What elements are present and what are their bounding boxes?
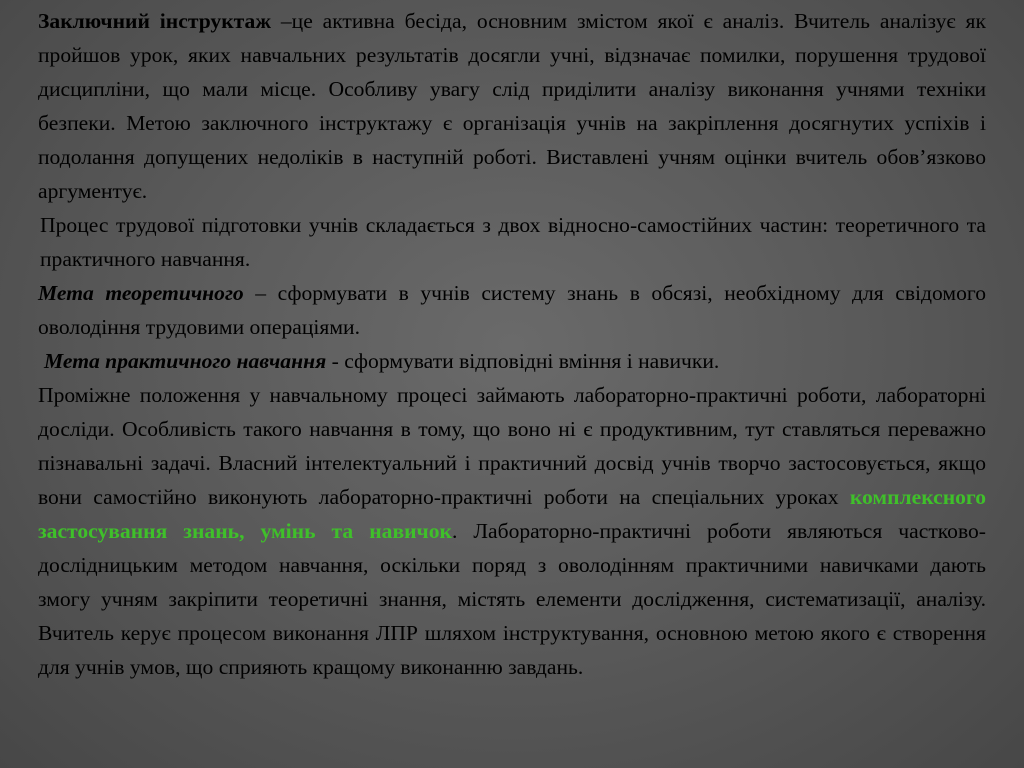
practice-goal-text: - сформувати відповідні вміння і навички. (326, 349, 720, 373)
paragraph-practice-goal (38, 344, 986, 378)
paragraph-final-instruction (38, 4, 986, 208)
lab-work-highlight: комплексного застосування знань, умінь та навичок (38, 485, 986, 543)
slide-content (38, 4, 986, 684)
term-final-instruction: Заключний інструктаж (38, 9, 271, 33)
paragraph-lab-work (38, 378, 986, 684)
lab-work-text-after: . Лабораторно-практичні роботи являються частково-дослідницьким методом навчання, оскільки поряд з оволодінням практичними навичками дають змогу учням закріпити теоретичні знання, містять елементи дослідження, систематизації, аналізу. Вчитель керує процесом виконання ЛПР шляхом інструктування, основною метою якого є створення для учнів умов, що сприяють кращому виконанню завдань. (38, 519, 986, 679)
paragraph-training-process (38, 208, 986, 276)
training-process-text: Процес трудової підготовки учнів складається з двох відносно-самостійних частин: теоретичного та практичного навчання. (40, 213, 986, 271)
term-practice-goal: Мета практичного навчання (44, 349, 327, 373)
theory-goal-text: – сформувати в учнів систему знань в обсязі, необхідному для свідомого оволодіння трудовими операціями. (38, 281, 986, 339)
final-instruction-text: –це активна бесіда, основним змістом якої є аналіз. Вчитель аналізує як пройшов урок, яких навчальних результатів досягли учні, відзначає помилки, порушення трудової дисципліни, що мали місце. Особливу увагу слід приділити аналізу виконання учнями техніки безпеки. Метою заключного інструктажу є організація учнів на закріплення досягнутих успіхів і подолання допущених недоліків в наступній роботі. Виставлені учням оцінки вчитель обов’язково аргументує. (38, 9, 986, 203)
paragraph-theory-goal (38, 276, 986, 344)
lab-work-text-before: Проміжне положення у навчальному процесі займають лабораторно-практичні роботи, лабораторні досліди. Особливість такого навчання в тому, що воно ні є продуктивним, тут ставляться переважно пізнавальні задачі. Власний інтелектуальний і практичний досвід учнів творчо застосовується, якщо вони самостійно виконують лабораторно-практичні роботи на спеціальних уроках (38, 383, 986, 509)
term-theory-goal: Мета теоретичного (38, 281, 244, 305)
